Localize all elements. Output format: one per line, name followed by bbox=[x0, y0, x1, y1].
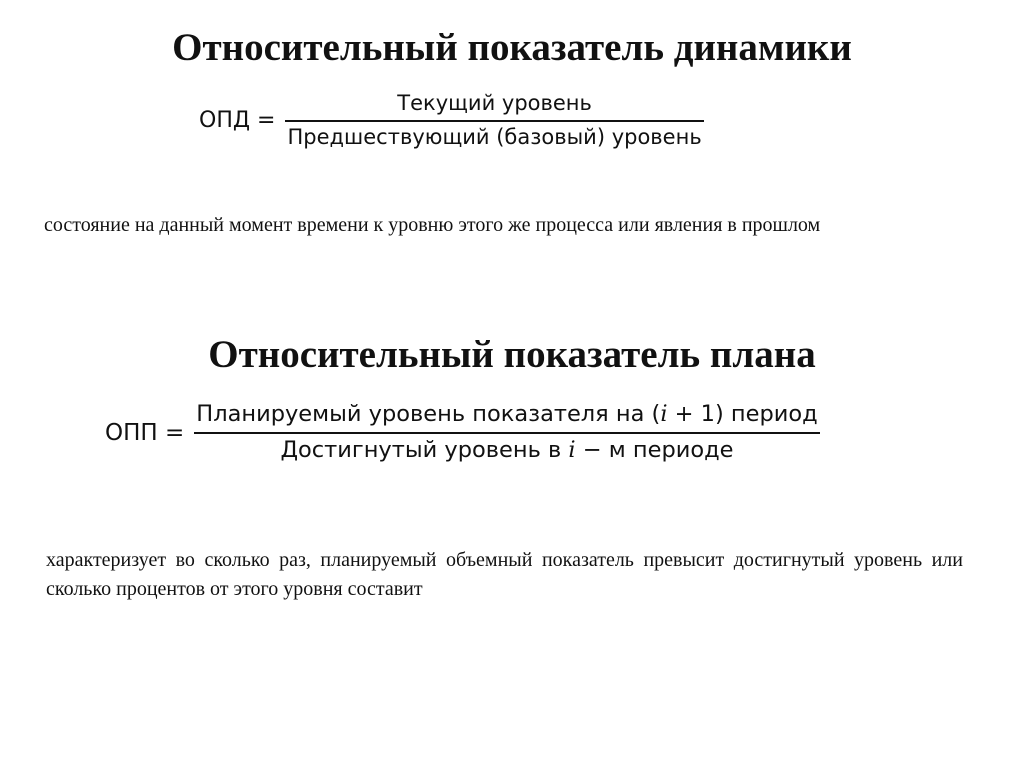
plan-numerator-text-start: Планируемый уровень показателя на ( bbox=[196, 401, 661, 427]
dynamics-formula bbox=[199, 90, 704, 152]
dynamics-description: состояние на данный момент времени к уровню этого же процесса или явления в прошлом bbox=[44, 214, 821, 236]
fraction-bar bbox=[194, 432, 819, 434]
dynamics-fraction bbox=[285, 90, 703, 152]
dynamics-title: Относительный показатель динамики bbox=[172, 26, 852, 69]
plan-numerator-text-end: + 1) период bbox=[667, 401, 818, 427]
plan-denominator bbox=[278, 436, 735, 465]
plan-fraction bbox=[194, 400, 819, 466]
dynamics-formula-lhs: ОПД = bbox=[199, 108, 276, 134]
plan-numerator bbox=[194, 400, 819, 429]
plan-denominator-text-start: Достигнутый уровень в bbox=[280, 437, 569, 464]
plan-formula bbox=[105, 400, 820, 466]
plan-denominator-text-end: − м периоде bbox=[575, 437, 734, 464]
plan-formula-lhs: ОПП = bbox=[105, 419, 185, 446]
dynamics-denominator: Предшествующий (базовый) уровень bbox=[287, 125, 702, 150]
dynamics-numerator: Текущий уровень bbox=[397, 91, 592, 115]
plan-description: характеризует во сколько раз, планируемый объемный показатель превысит достигнутый уровень или сколько процентов от этого уровня составит bbox=[46, 549, 963, 600]
fraction-bar bbox=[285, 120, 703, 122]
plan-title: Относительный показатель плана bbox=[208, 333, 816, 376]
plan-denominator-variable: i bbox=[568, 437, 576, 464]
plan-numerator-variable: i bbox=[660, 401, 668, 427]
